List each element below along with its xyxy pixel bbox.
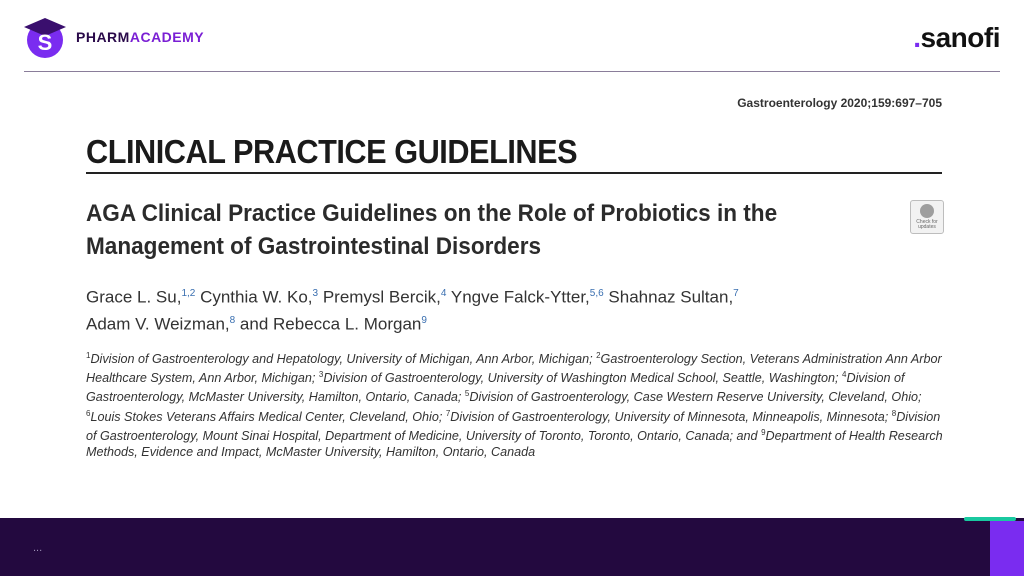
author-affiliation-ref: 7	[733, 288, 739, 299]
affiliation-text: Division of Gastroenterology and Hepatology, University of Michigan, Ann Arbor, Michigan;	[90, 352, 597, 367]
pharmacademy-logo	[22, 14, 204, 60]
affiliation-text: Division of Gastroenterology, McMaster University, Hamilton, Ontario, Canada;	[86, 371, 905, 405]
pharmacademy-wordmark	[76, 29, 204, 45]
affiliation-text: Division of Gastroenterology, Mount Sinai Hospital, Department of Medicine, University of Toronto, Toronto, Ontario, Canada; and	[86, 409, 941, 443]
author-affiliation-ref: 5,6	[589, 288, 604, 299]
affiliation-number: 7	[445, 408, 451, 418]
affiliation-text: Division of Gastroenterology, University of Washington Medical School, Seattle, Washington;	[323, 371, 843, 386]
check-updates-label: Check for updates	[916, 219, 938, 230]
header-divider	[24, 71, 1000, 72]
footer-bar	[0, 518, 1024, 576]
author-name: Premysl Bercik,	[322, 287, 441, 307]
author-affiliation-ref: 4	[440, 288, 447, 299]
footer-ellipsis: ...	[33, 542, 43, 554]
affiliation-number: 4	[842, 370, 847, 380]
affiliations-block	[86, 348, 946, 460]
wordmark-pharm: PHARM	[76, 29, 130, 45]
wordmark-academy: ACADEMY	[129, 29, 205, 45]
footer-green-accent	[964, 517, 1016, 521]
section-divider	[86, 172, 942, 174]
author-name: Cynthia W. Ko,	[200, 287, 313, 307]
author-name: Grace L. Su,	[86, 287, 182, 307]
author-name: Yngve Falck-Ytter,	[450, 287, 590, 307]
check-updates-icon	[920, 204, 934, 218]
affiliation-number: 6	[86, 408, 91, 418]
author-affiliation-ref: 3	[312, 288, 319, 299]
footer-accent-block	[990, 521, 1024, 576]
graduation-cap-s-icon	[22, 14, 68, 60]
author-name: Adam V. Weizman,	[86, 314, 230, 334]
affiliation-number: 3	[318, 370, 324, 380]
sanofi-logo	[913, 22, 1000, 54]
sanofi-dot-icon: .	[913, 22, 921, 53]
section-heading: CLINICAL PRACTICE GUIDELINES	[86, 133, 578, 170]
author-affiliation-ref: 8	[229, 314, 236, 326]
author-name: and Rebecca L. Morgan	[239, 314, 422, 334]
article-title: AGA Clinical Practice Guidelines on the Role of Probiotics in the Management of Gastrointestinal Disorders	[86, 200, 778, 260]
check-for-updates-badge[interactable]	[910, 200, 944, 234]
affiliation-number: 2	[596, 351, 601, 360]
affiliation-text: Gastroenterology Section, Veterans Administration Ann Arbor Healthcare System, Ann Arbor, Michigan;	[86, 352, 942, 386]
author-affiliation-ref: 9	[421, 314, 427, 326]
sanofi-wordmark: sanofi	[920, 22, 1000, 53]
affiliation-text: Division of Gastroenterology, University of Minnesota, Minneapolis, Minnesota;	[450, 409, 892, 424]
affiliation-number: 1	[86, 351, 91, 360]
author-list	[86, 282, 946, 335]
svg-text:S: S	[37, 30, 53, 55]
journal-citation: Gastroenterology 2020;159:697–705	[737, 96, 942, 110]
author-name: Shahnaz Sultan,	[608, 287, 734, 307]
affiliation-text: Division of Gastroenterology, Case Western Reserve University, Cleveland, Ohio;	[469, 390, 922, 405]
affiliation-text: Louis Stokes Veterans Affairs Medical Center, Cleveland, Ohio;	[90, 409, 446, 424]
affiliation-text: Department of Health Research Methods, Evidence and Impact, McMaster University, Hamilton, Ontario, Canada	[86, 428, 943, 459]
author-affiliation-ref: 1,2	[181, 288, 196, 299]
affiliation-number: 9	[761, 427, 766, 437]
affiliation-number: 5	[464, 389, 470, 399]
affiliation-number: 8	[891, 408, 897, 418]
